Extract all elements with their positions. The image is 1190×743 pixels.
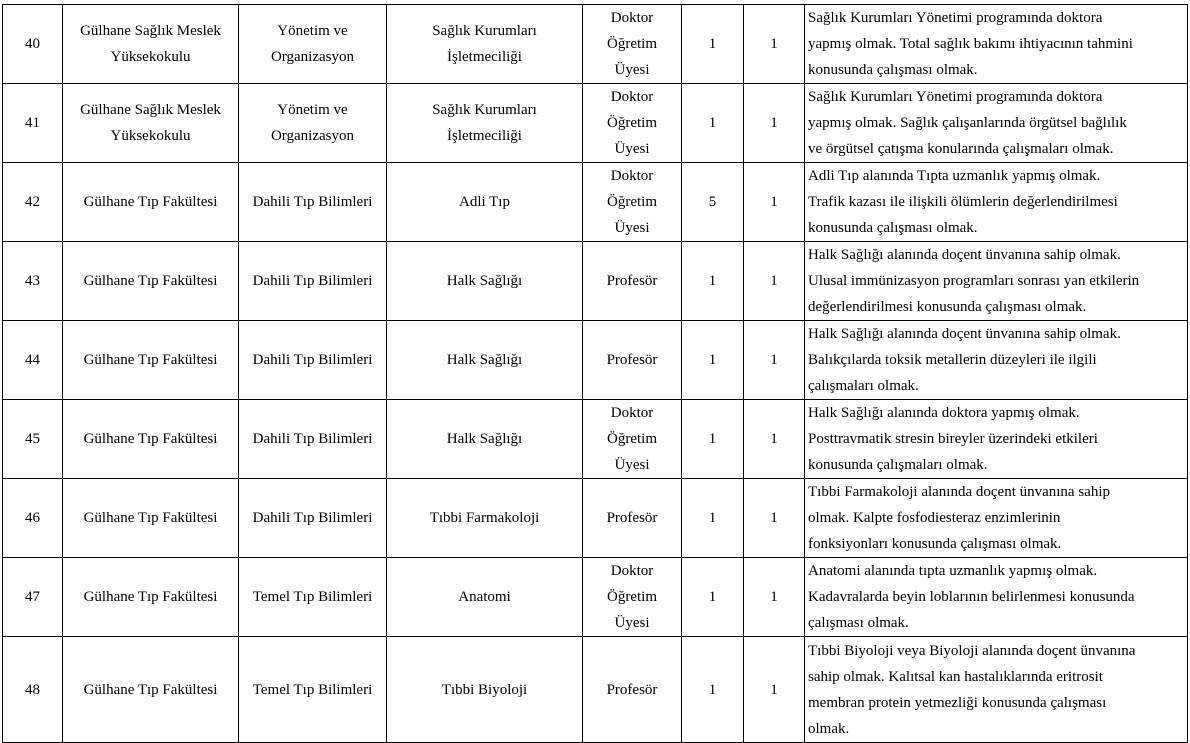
requirement-cell-line: Balıkçılarda toksik metallerin düzeyleri ile ilgili — [808, 352, 1097, 368]
requirement-cell — [805, 558, 1188, 637]
department-cell-text — [239, 189, 386, 215]
requirement-cell-line: yapmış olmak. Sağlık çalışanlarında örgütsel bağlılık — [808, 115, 1127, 131]
requirement-cell-line: değerlendirilmesi konusunda çalışması olmak. — [808, 299, 1087, 315]
title-cell — [583, 242, 682, 321]
requirement-cell-line: Halk Sağlığı alanında doçent ünvanına sahip olmak. — [808, 247, 1121, 263]
program-cell-text — [387, 505, 582, 531]
program-cell — [387, 558, 583, 637]
count-b-cell — [744, 400, 805, 479]
unit-cell-text — [63, 677, 238, 703]
unit-cell — [63, 321, 239, 400]
department-cell-line: Dahili Tıp Bilimleri — [252, 194, 373, 210]
count-a-cell-text: 1 — [708, 589, 717, 605]
unit-cell-line: Gülhane Tıp Fakültesi — [83, 589, 218, 605]
title-cell-line: Doktor — [610, 89, 654, 105]
title-cell-text — [583, 268, 681, 294]
requirement-cell-line: Tıbbi Biyoloji veya Biyoloji alanında doçent ünvanına — [808, 642, 1136, 659]
requirement-cell-line: Adli Tıp alanında Tıpta uzmanlık yapmış olmak. — [808, 168, 1101, 184]
count-b-cell — [744, 163, 805, 242]
unit-cell-text — [63, 347, 238, 373]
table-row — [3, 558, 1188, 637]
unit-cell — [63, 84, 239, 163]
row-number-cell-text: 48 — [25, 681, 40, 698]
title-cell-line: Üyesi — [614, 141, 650, 157]
department-cell — [239, 479, 387, 558]
count-a-cell-text: 1 — [708, 681, 717, 698]
row-number-cell-text: 43 — [25, 273, 40, 289]
row-number-cell — [3, 242, 63, 321]
title-cell-text — [583, 558, 681, 636]
department-cell-line: Yönetim ve — [277, 23, 348, 39]
count-b-cell — [744, 242, 805, 321]
requirement-cell-line: fonksiyonları konusunda çalışması olmak. — [808, 536, 1062, 552]
requirement-cell — [805, 5, 1188, 84]
program-cell-line: Halk Sağlığı — [446, 352, 523, 368]
unit-cell — [63, 637, 239, 743]
unit-cell-line: Gülhane Sağlık Meslek — [80, 23, 221, 39]
requirement-cell — [805, 637, 1188, 743]
title-cell — [583, 400, 682, 479]
unit-cell-text — [63, 268, 238, 294]
row-number-cell — [3, 558, 63, 637]
count-a-cell-text: 1 — [708, 431, 717, 447]
department-cell — [239, 637, 387, 743]
unit-cell-text — [63, 584, 238, 610]
unit-cell-line: Gülhane Tıp Fakültesi — [83, 510, 218, 526]
department-cell-text — [239, 347, 386, 373]
title-cell-line: Öğretim — [607, 589, 657, 605]
count-a-cell — [682, 163, 744, 242]
row-number-cell — [3, 163, 63, 242]
department-cell — [239, 163, 387, 242]
requirement-cell-text — [808, 479, 1184, 557]
program-cell-line: Tıbbi Biyoloji — [441, 681, 528, 698]
table-row — [3, 5, 1188, 84]
unit-cell-line: Gülhane Tıp Fakültesi — [83, 352, 218, 368]
count-a-cell — [682, 242, 744, 321]
requirement-cell-text — [808, 400, 1184, 478]
title-cell-line: Doktor — [610, 563, 654, 579]
requirement-cell — [805, 163, 1188, 242]
program-cell-text — [387, 584, 582, 610]
title-cell-line: Doktor — [610, 10, 654, 26]
department-cell-line: Organizasyon — [270, 49, 355, 65]
table-row — [3, 242, 1188, 321]
count-a-cell — [682, 321, 744, 400]
department-cell-line: Organizasyon — [270, 128, 355, 144]
title-cell-text — [583, 400, 681, 478]
requirement-cell-text — [808, 638, 1184, 742]
count-b-cell-text: 1 — [770, 589, 778, 605]
program-cell — [387, 5, 583, 84]
program-cell-text — [387, 677, 582, 703]
department-cell-text — [239, 426, 386, 452]
count-b-cell — [744, 84, 805, 163]
title-cell-text — [583, 163, 681, 241]
requirement-cell — [805, 479, 1188, 558]
requirement-cell-line: Halk Sağlığı alanında doçent ünvanına sahip olmak. — [808, 326, 1121, 342]
requirement-cell-line: Halk Sağlığı alanında doktora yapmış olmak. — [808, 405, 1080, 421]
title-cell-text — [583, 347, 681, 373]
unit-cell-text — [63, 97, 238, 149]
program-cell-line: Adli Tıp — [459, 194, 510, 210]
title-cell — [583, 5, 682, 84]
count-a-cell-text: 1 — [708, 510, 717, 526]
title-cell-text — [583, 84, 681, 162]
program-cell — [387, 242, 583, 321]
row-number-cell-text: 45 — [25, 431, 40, 447]
unit-cell — [63, 242, 239, 321]
requirement-cell-text — [808, 5, 1184, 83]
department-cell — [239, 5, 387, 84]
requirement-cell-line: Posttravmatik stresin bireyler üzerindeki etkileri — [808, 431, 1098, 447]
unit-cell-line: Gülhane Tıp Fakültesi — [83, 681, 218, 698]
requirement-cell-line: membran protein yetmezliği konusunda çalışması — [808, 694, 1107, 711]
requirement-cell-line: yapmış olmak. Total sağlık bakımı ihtiyacının tahmini — [808, 36, 1133, 52]
table-row — [3, 400, 1188, 479]
count-b-cell — [744, 5, 805, 84]
unit-cell-line: Gülhane Tıp Fakültesi — [83, 194, 218, 210]
requirement-cell-text — [808, 163, 1184, 241]
department-cell-text — [239, 584, 386, 610]
count-a-cell-text: 1 — [708, 36, 717, 52]
unit-cell-text — [63, 426, 238, 452]
row-number-cell-text: 47 — [25, 589, 40, 605]
unit-cell — [63, 558, 239, 637]
requirement-cell-line: sahip olmak. Kalıtsal kan hastalıklarında eritrosit — [808, 668, 1103, 685]
title-cell-text — [583, 5, 681, 83]
count-b-cell-text: 1 — [770, 681, 778, 698]
department-cell — [239, 400, 387, 479]
unit-cell — [63, 400, 239, 479]
unit-cell-text — [63, 18, 238, 70]
requirement-cell-line: Sağlık Kurumları Yönetimi programında doktora — [808, 89, 1103, 105]
title-cell-line: Öğretim — [607, 431, 657, 447]
count-a-cell — [682, 479, 744, 558]
row-number-cell — [3, 637, 63, 743]
count-b-cell-text: 1 — [770, 510, 778, 526]
title-cell-line: Profesör — [606, 681, 658, 698]
positions-table — [2, 4, 1188, 743]
requirement-cell — [805, 321, 1188, 400]
requirement-cell — [805, 242, 1188, 321]
requirement-cell — [805, 84, 1188, 163]
count-b-cell-text: 1 — [770, 352, 778, 368]
count-b-cell — [744, 479, 805, 558]
title-cell — [583, 163, 682, 242]
count-b-cell-text: 1 — [770, 194, 778, 210]
count-a-cell-text: 1 — [708, 352, 717, 368]
unit-cell-line: Gülhane Sağlık Meslek — [80, 102, 221, 118]
requirement-cell-line: olmak. Kalpte fosfodiesteraz enzimlerinin — [808, 510, 1061, 526]
program-cell-text — [387, 426, 582, 452]
title-cell-line: Üyesi — [614, 62, 650, 78]
table-row — [3, 479, 1188, 558]
count-b-cell-text: 1 — [770, 431, 778, 447]
unit-cell — [63, 479, 239, 558]
requirement-cell-line: Ulusal immünizasyon programları sonrası yan etkilerin — [808, 273, 1140, 289]
program-cell-line: İşletmeciliği — [447, 128, 522, 144]
department-cell — [239, 321, 387, 400]
row-number-cell — [3, 400, 63, 479]
program-cell-text — [387, 189, 582, 215]
unit-cell-text — [63, 189, 238, 215]
department-cell-line: Temel Tıp Bilimleri — [252, 681, 373, 698]
department-cell-line: Dahili Tıp Bilimleri — [252, 510, 373, 526]
count-b-cell-text: 1 — [770, 36, 778, 52]
title-cell — [583, 84, 682, 163]
department-cell-line: Dahili Tıp Bilimleri — [252, 352, 373, 368]
requirement-cell-line: Anatomi alanında tıpta uzmanlık yapmış olmak. — [808, 563, 1098, 579]
program-cell-text — [387, 97, 582, 149]
requirement-cell-text — [808, 321, 1184, 399]
unit-cell-line: Gülhane Tıp Fakültesi — [83, 273, 218, 289]
row-number-cell-text: 44 — [25, 352, 40, 368]
program-cell-text — [387, 268, 582, 294]
program-cell-line: Halk Sağlığı — [446, 431, 523, 447]
requirement-cell-text — [808, 84, 1184, 162]
title-cell-line: Üyesi — [614, 220, 650, 236]
title-cell-line: Üyesi — [614, 615, 650, 631]
row-number-cell-text: 46 — [25, 510, 40, 526]
department-cell-line: Temel Tıp Bilimleri — [252, 589, 373, 605]
row-number-cell — [3, 5, 63, 84]
title-cell-line: Doktor — [610, 405, 654, 421]
row-number-cell — [3, 84, 63, 163]
department-cell — [239, 84, 387, 163]
table-body — [3, 5, 1188, 743]
requirement-cell-line: konusunda çalışması olmak. — [808, 62, 978, 78]
requirement-cell-line: konusunda çalışmaları olmak. — [808, 457, 988, 473]
program-cell-line: Anatomi — [458, 589, 511, 605]
requirement-cell-text — [808, 558, 1184, 636]
requirement-cell-line: Tıbbi Farmakoloji alanında doçent ünvanına sahip — [808, 484, 1111, 500]
unit-cell — [63, 163, 239, 242]
title-cell-line: Profesör — [606, 510, 658, 526]
requirement-cell-line: ve örgütsel çatışma konularında çalışmaları olmak. — [808, 141, 1114, 157]
program-cell-text — [387, 18, 582, 70]
title-cell-line: Öğretim — [607, 194, 657, 210]
table-row — [3, 84, 1188, 163]
title-cell-line: Profesör — [606, 352, 658, 368]
program-cell-line: Tıbbi Farmakoloji — [429, 510, 540, 526]
count-a-cell-text: 1 — [708, 115, 717, 131]
unit-cell — [63, 5, 239, 84]
count-a-cell-text: 5 — [708, 194, 717, 210]
department-cell-text — [239, 268, 386, 294]
title-cell — [583, 637, 682, 743]
requirement-cell-line: olmak. — [808, 720, 850, 737]
unit-cell-line: Gülhane Tıp Fakültesi — [83, 431, 218, 447]
department-cell — [239, 242, 387, 321]
count-a-cell — [682, 558, 744, 637]
count-a-cell — [682, 637, 744, 743]
title-cell-text — [583, 505, 681, 531]
table-row — [3, 321, 1188, 400]
count-a-cell — [682, 400, 744, 479]
unit-cell-line: Yüksekokulu — [110, 128, 191, 144]
count-b-cell — [744, 558, 805, 637]
count-b-cell-text: 1 — [770, 115, 778, 131]
count-b-cell — [744, 637, 805, 743]
program-cell-line: Halk Sağlığı — [446, 273, 523, 289]
title-cell-line: Profesör — [606, 273, 658, 289]
count-a-cell — [682, 84, 744, 163]
title-cell-text — [583, 677, 681, 703]
table-row — [3, 637, 1188, 743]
department-cell-text — [239, 18, 386, 70]
department-cell-text — [239, 677, 386, 703]
department-cell-line: Dahili Tıp Bilimleri — [252, 273, 373, 289]
program-cell-line: İşletmeciliği — [447, 49, 522, 65]
requirement-cell-text — [808, 242, 1184, 320]
row-number-cell-text: 40 — [25, 36, 40, 52]
program-cell-text — [387, 347, 582, 373]
program-cell — [387, 637, 583, 743]
program-cell — [387, 163, 583, 242]
title-cell-line: Öğretim — [607, 115, 657, 131]
program-cell — [387, 321, 583, 400]
program-cell-line: Sağlık Kurumları — [432, 23, 537, 39]
title-cell — [583, 321, 682, 400]
department-cell-line: Yönetim ve — [277, 102, 348, 118]
requirement-cell-line: çalışmaları olmak. — [808, 378, 919, 394]
unit-cell-text — [63, 505, 238, 531]
count-a-cell-text: 1 — [708, 273, 717, 289]
table-row — [3, 163, 1188, 242]
requirement-cell-line: Trafik kazası ile ilişkili ölümlerin değerlendirilmesi — [808, 194, 1118, 210]
requirement-cell-line: Sağlık Kurumları Yönetimi programında doktora — [808, 10, 1103, 26]
count-b-cell — [744, 321, 805, 400]
requirement-cell-line: konusunda çalışması olmak. — [808, 220, 978, 236]
row-number-cell — [3, 479, 63, 558]
count-a-cell — [682, 5, 744, 84]
count-b-cell-text: 1 — [770, 273, 778, 289]
row-number-cell — [3, 321, 63, 400]
title-cell-line: Doktor — [610, 168, 654, 184]
requirement-cell — [805, 400, 1188, 479]
title-cell — [583, 558, 682, 637]
row-number-cell-text: 42 — [25, 194, 40, 210]
department-cell — [239, 558, 387, 637]
row-number-cell-text: 41 — [25, 115, 40, 131]
program-cell — [387, 84, 583, 163]
title-cell-line: Öğretim — [607, 36, 657, 52]
department-cell-line: Dahili Tıp Bilimleri — [252, 431, 373, 447]
program-cell — [387, 400, 583, 479]
department-cell-text — [239, 97, 386, 149]
unit-cell-line: Yüksekokulu — [110, 49, 191, 65]
program-cell-line: Sağlık Kurumları — [432, 102, 537, 118]
program-cell — [387, 479, 583, 558]
department-cell-text — [239, 505, 386, 531]
requirement-cell-line: Kadavralarda beyin loblarının belirlenmesi konusunda — [808, 589, 1135, 605]
requirement-cell-line: çalışması olmak. — [808, 615, 909, 631]
title-cell-line: Üyesi — [614, 457, 650, 473]
title-cell — [583, 479, 682, 558]
